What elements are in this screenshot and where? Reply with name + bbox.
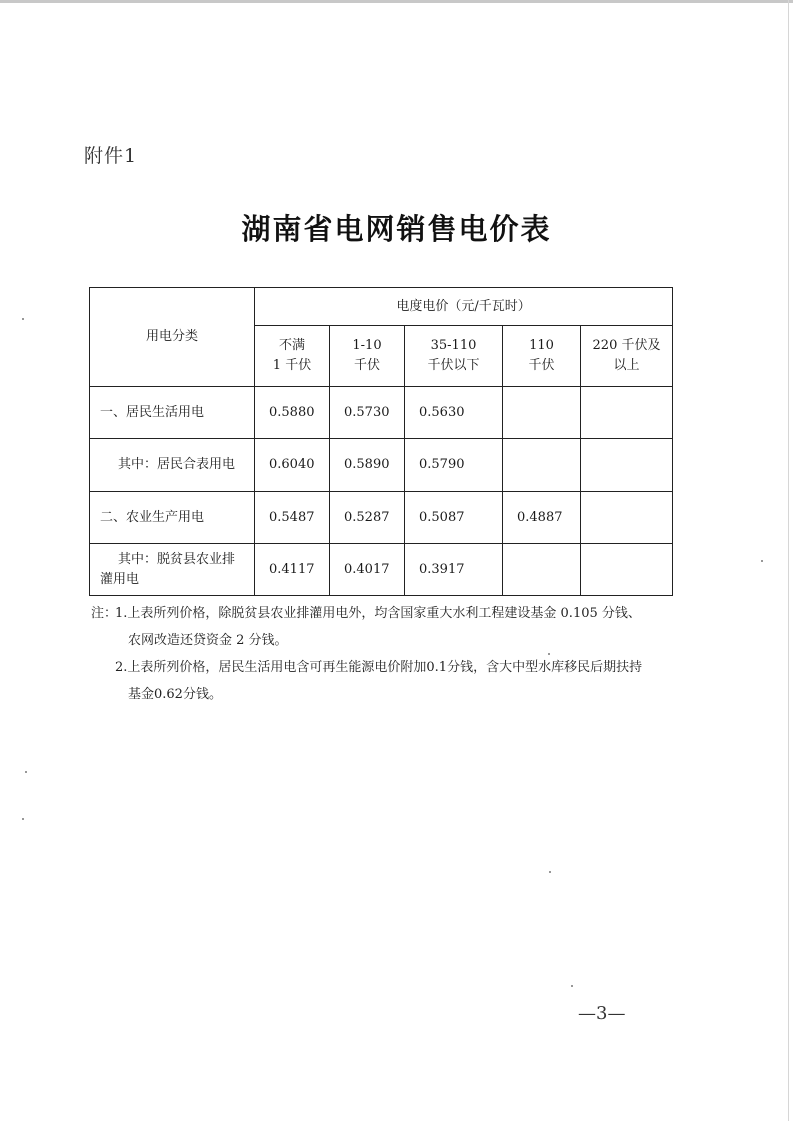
price-cell: 0.6040 <box>255 439 330 492</box>
price-cell: 0.5087 <box>405 492 503 544</box>
price-cell: 0.4887 <box>503 492 581 544</box>
price-cell: 0.5630 <box>405 387 503 439</box>
price-cell <box>503 544 581 596</box>
page-number: —3— <box>578 1003 626 1024</box>
document-title: 湖南省电网销售电价表 <box>241 212 552 246</box>
scan-speck <box>25 771 27 773</box>
price-cell: 0.5287 <box>330 492 405 544</box>
row-label: 其中：居民合表用电 <box>90 439 255 492</box>
price-cell <box>581 439 673 492</box>
table-row <box>90 544 673 596</box>
row-label: 其中：脱贫县农业排 灌用电 <box>90 544 255 596</box>
row-label: 一、居民生活用电 <box>90 387 255 439</box>
scan-edge-right <box>788 0 789 1121</box>
note-2-continuation: 基金0.62分钱。 <box>128 687 222 702</box>
price-cell: 0.3917 <box>405 544 503 596</box>
table-row <box>90 492 673 544</box>
voltage-column-header: 不满 1 千伏 <box>255 326 330 387</box>
voltage-column-header: 220 千伏及 以上 <box>581 326 673 387</box>
price-header: 电度电价（元/千瓦时） <box>255 288 673 326</box>
table-row <box>90 387 673 439</box>
price-cell: 0.5880 <box>255 387 330 439</box>
price-cell: 0.5487 <box>255 492 330 544</box>
category-header: 用电分类 <box>90 288 255 387</box>
table-header-row <box>90 288 673 326</box>
scan-speck <box>761 560 763 562</box>
price-cell: 0.5790 <box>405 439 503 492</box>
attachment-label: 附件1 <box>84 145 138 167</box>
price-cell <box>503 387 581 439</box>
note-1: 注：1.上表所列价格，除脱贫县农业排灌用电外，均含国家重大水利工程建设基金 0.105 分钱、 <box>91 600 691 627</box>
notes-prefix: 注： <box>91 606 118 621</box>
price-table <box>89 287 673 596</box>
voltage-column-header: 1-10 千伏 <box>330 326 405 387</box>
price-cell: 0.5730 <box>330 387 405 439</box>
notes-section <box>91 600 691 708</box>
note-1-continuation: 农网改造还贷资金 2 分钱。 <box>128 633 288 648</box>
price-cell: 0.5890 <box>330 439 405 492</box>
scan-speck <box>571 985 573 987</box>
voltage-column-header: 110 千伏 <box>503 326 581 387</box>
price-cell <box>581 387 673 439</box>
voltage-column-header: 35-110 千伏以下 <box>405 326 503 387</box>
scan-edge-top <box>0 0 793 3</box>
table-row <box>90 439 673 492</box>
price-cell <box>503 439 581 492</box>
scan-speck <box>549 871 551 873</box>
price-cell <box>581 492 673 544</box>
scan-speck <box>22 818 24 820</box>
row-label: 二、农业生产用电 <box>90 492 255 544</box>
scan-speck <box>548 653 550 655</box>
note-2: 2.上表所列价格，居民生活用电含可再生能源电价附加0.1分钱，含大中型水库移民后期扶持 <box>115 660 643 675</box>
price-cell <box>581 544 673 596</box>
price-cell: 0.4117 <box>255 544 330 596</box>
scan-speck <box>22 318 24 320</box>
price-cell: 0.4017 <box>330 544 405 596</box>
